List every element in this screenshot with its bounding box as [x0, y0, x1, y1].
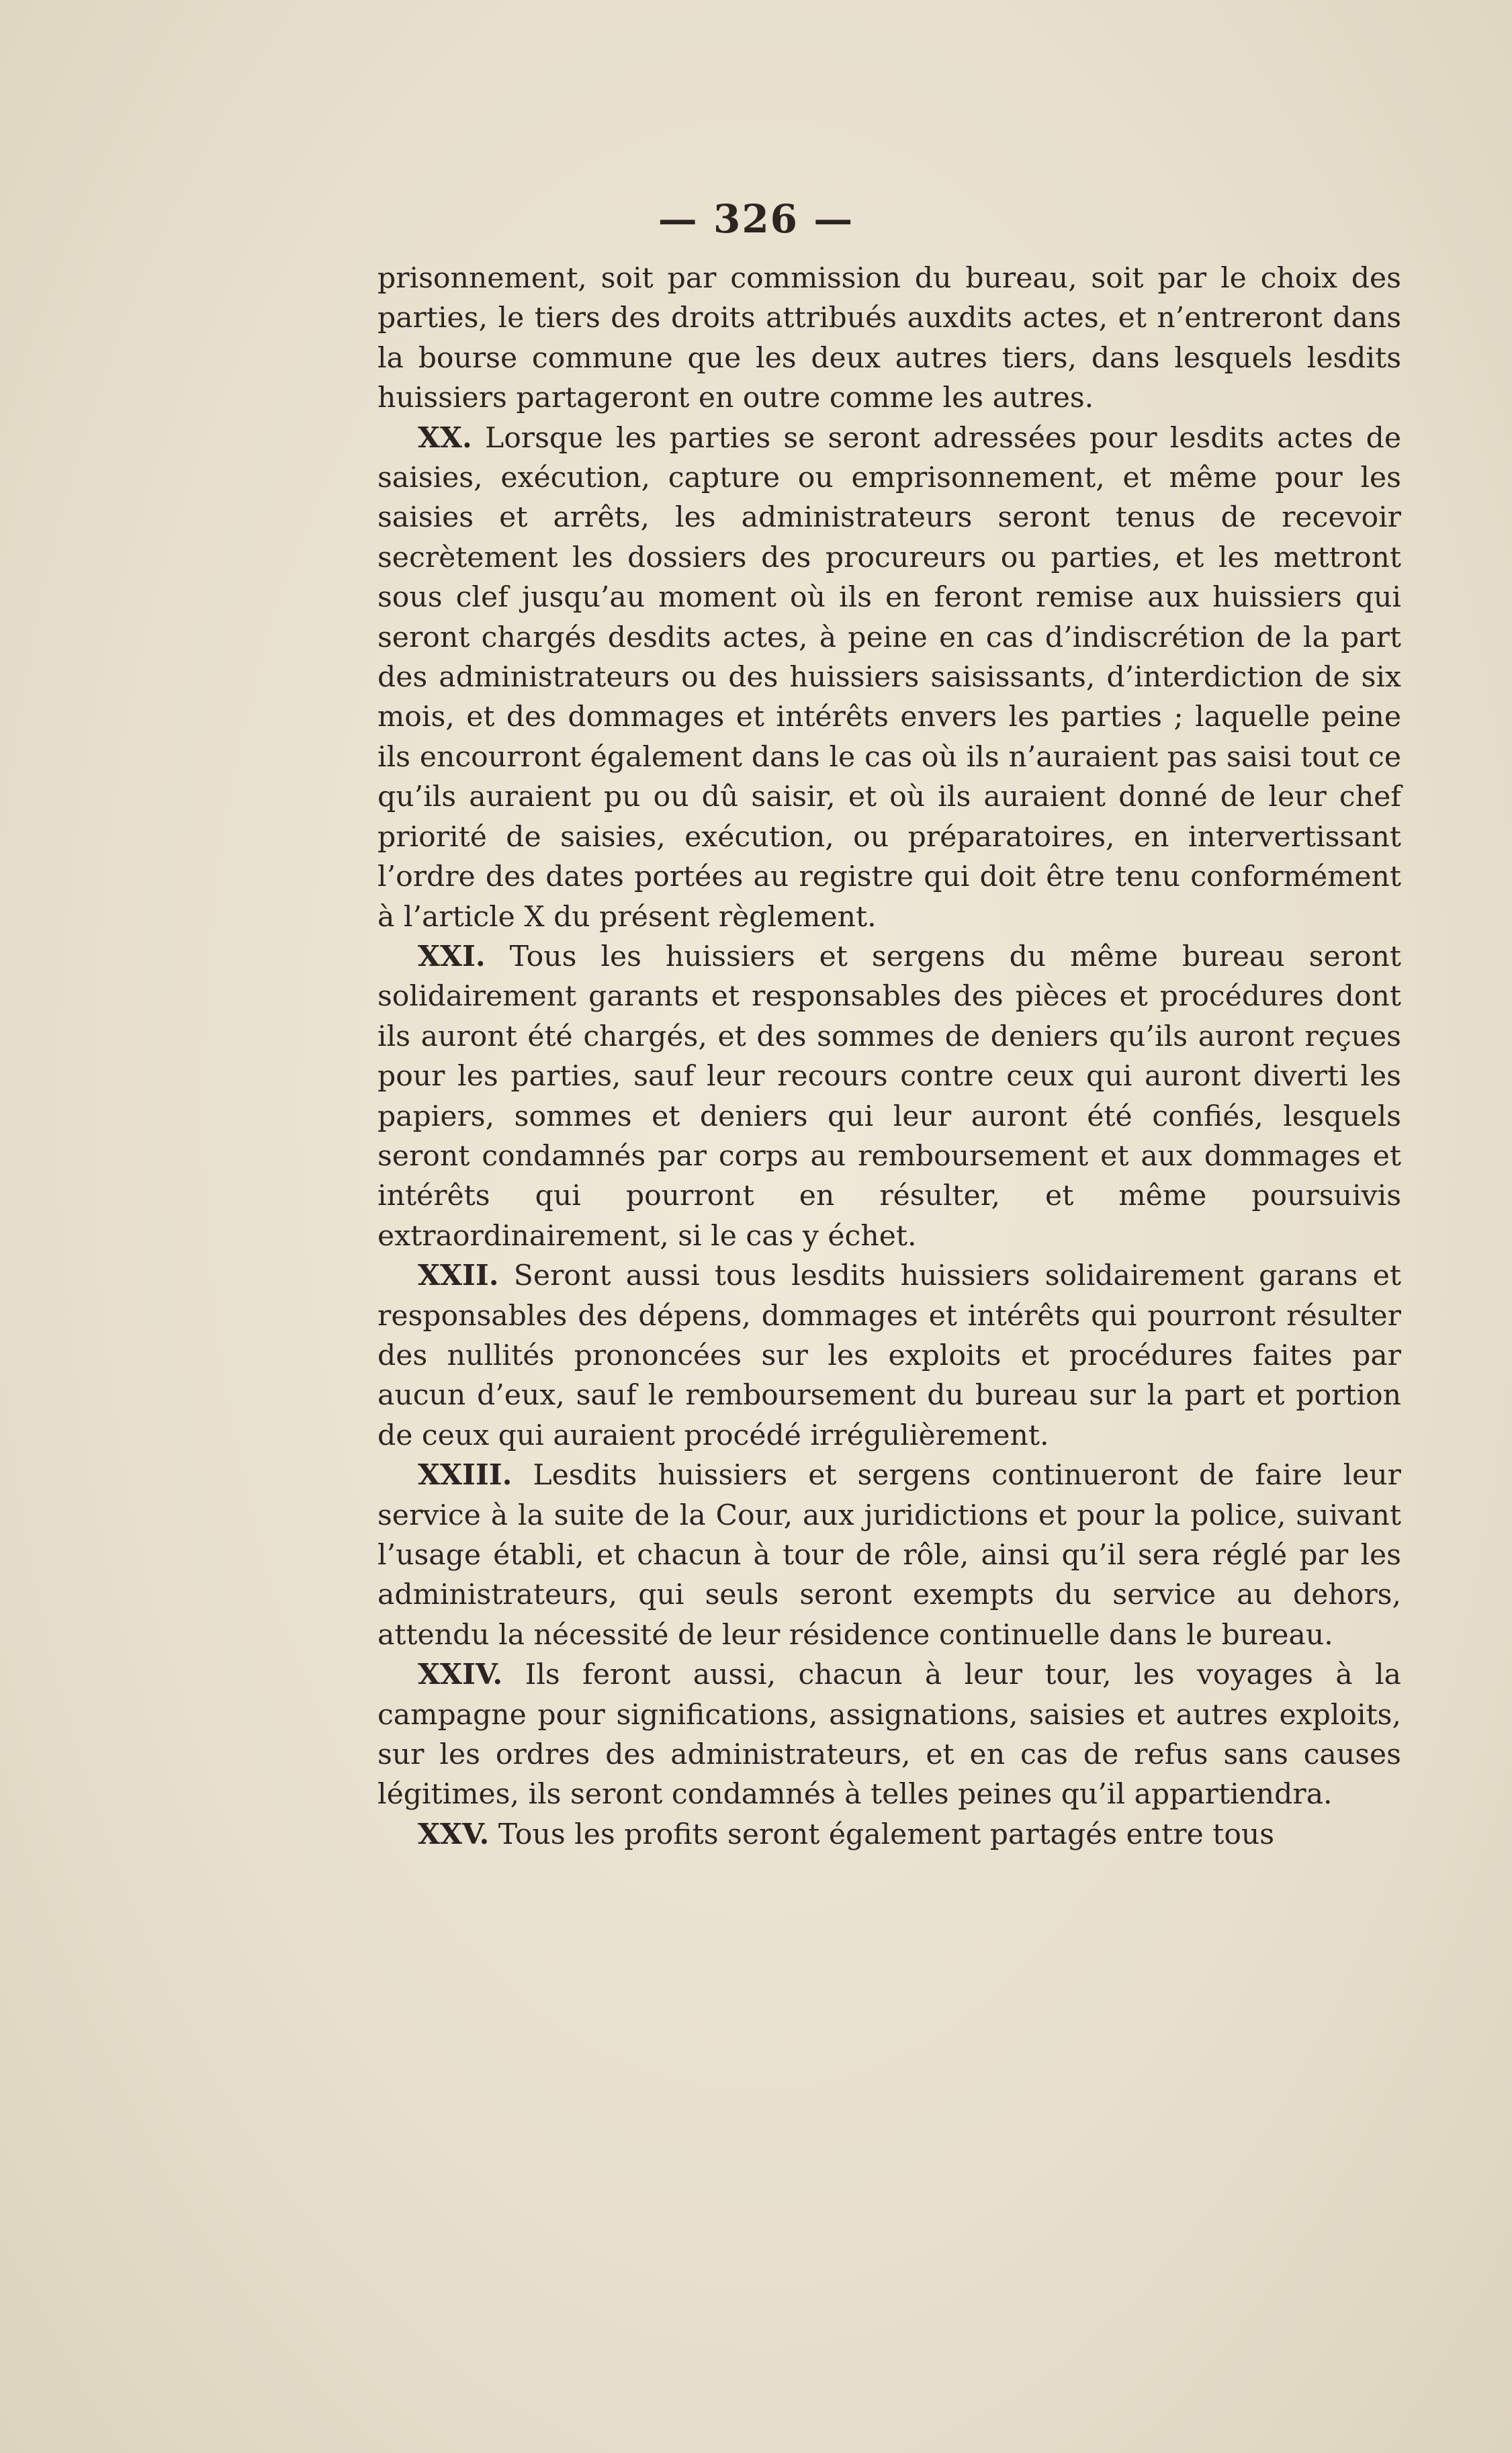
article-xx — [377, 418, 1401, 937]
paragraph-text: Seront aussi tous lesdits huissiers solidairement garans et responsables des dépens, dommages et intérêts qui pourront résulter des nullités prononcées sur les exploits et procédures faites par aucun d’eux, sauf le remboursement du bureau sur la part et portion de ceux qui auraient procédé irrégulièrement. — [377, 1259, 1401, 1452]
page-number: — 326 — — [658, 196, 854, 242]
paragraph-text: Lesdits huissiers et sergens continueront de faire leur service à la suite de la Cour, aux juridictions et pour la police, suivant l’usage établi, et chacun à tour de rôle, ainsi qu’il sera réglé par les administrateurs, qui seuls seront exempts du service au dehors, attendu la nécessité de leur résidence continuelle dans le bureau. — [377, 1459, 1401, 1652]
article-numeral: XXV. — [418, 1817, 490, 1851]
article-xxii — [377, 1256, 1401, 1456]
article-xxv — [377, 1815, 1401, 1855]
article-numeral: XXII. — [418, 1259, 499, 1293]
article-numeral: XX. — [418, 420, 472, 455]
body-text — [377, 259, 1401, 1855]
paragraph-text: prisonnement, soit par commission du bureau, soit par le choix des parties, le tiers des droits attribués auxdits actes, et n’entreront dans la bourse commune que les deux autres tiers, dans lesquels lesdits huissiers partageront en outre comme les autres. — [377, 262, 1401, 415]
paragraph-text: Lorsque les parties se seront adressées pour lesdits actes de saisies, exécution, capture ou emprisonnement, et même pour les saisies et arrêts, les administrateurs seront tenus de recevoir secrètement les dossiers des procureurs ou parties, et les mettront sous clef jusqu’au moment où ils en feront remise aux huissiers qui seront chargés desdits actes, à peine en cas d’indiscrétion de la part des administrateurs ou des huissiers saisissants, d’interdiction de six mois, et des dommages et intérêts envers les parties ; laquelle peine ils encourront également dans le cas où ils n’auraient pas saisi tout ce qu’ils auraient pu ou dû saisir, et où ils auraient donné de leur chef priorité de saisies, exécution, ou préparatoires, en intervertissant l’ordre des dates portées au registre qui doit être tenu conformément à l’article X du présent règlement. — [377, 421, 1401, 934]
paragraph-text: Tous les profits seront également partagés entre tous — [489, 1818, 1275, 1851]
paragraph-continuation — [377, 259, 1401, 418]
article-numeral: XXIII. — [418, 1458, 513, 1492]
paragraph-text: Ils feront aussi, chacun à leur tour, les voyages à la campagne pour significations, assignations, saisies et autres exploits, sur les ordres des administrateurs, et en cas de refus sans causes légitimes, ils seront condamnés à telles peines qu’il appartiendra. — [377, 1658, 1401, 1812]
paragraph-text: Tous les huissiers et sergens du même bureau seront solidairement garants et responsables des pièces et procédures dont ils auront été chargés, et des sommes de deniers qu’ils auront reçues pour les parties, sauf leur recours contre ceux qui auront diverti les papiers, sommes et deniers qui leur auront été confiés, lesquels seront condamnés par corps au remboursement et aux dommages et intérêts qui pourront en résulter, et même poursuivis extraordinairement, si le cas y échet. — [377, 940, 1401, 1253]
article-xxiii — [377, 1456, 1401, 1655]
article-numeral: XXIV. — [418, 1658, 503, 1692]
article-numeral: XXI. — [418, 939, 486, 973]
article-xxi — [377, 937, 1401, 1256]
article-xxiv — [377, 1655, 1401, 1815]
